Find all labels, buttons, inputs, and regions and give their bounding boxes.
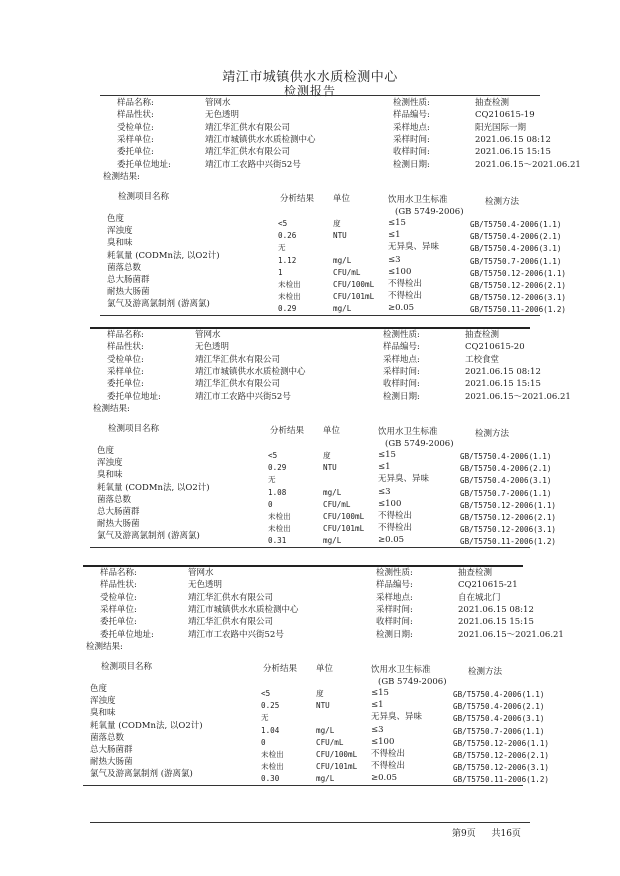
table-cell-standard: 不得检出 (388, 291, 423, 302)
field-value: 靖江华汇供水有限公司 (195, 379, 281, 390)
table-cell-unit: CFU/101mL (323, 524, 365, 534)
field-label: 检测日期: (383, 391, 420, 402)
table-cell-standard: ≤1 (378, 462, 391, 473)
table-cell-result: 未检出 (268, 524, 291, 534)
field-label: 检测日期: (376, 629, 413, 640)
field-value: 2021.06.15 15:15 (465, 379, 541, 390)
table-cell-item: 氯气及游离氯制剂 (游离氯) (90, 769, 193, 780)
field-value: 靖江华汇供水有限公司 (188, 592, 274, 603)
table-cell-result: 0 (268, 499, 273, 509)
field-value: 2021.06.15 15:15 (458, 617, 534, 628)
field-label: 收样时间: (383, 379, 420, 390)
page-number: 第9页 (452, 829, 476, 839)
table-cell-result: 0 (261, 737, 266, 747)
table-cell-standard: ≥0.05 (371, 773, 398, 784)
table-cell-unit: CFU/100mL (333, 280, 375, 289)
table-cell-result: <5 (268, 451, 278, 460)
table-cell-result: 0.29 (268, 463, 287, 473)
field-label: 样品编号: (393, 110, 430, 121)
field-label: 委托单位: (117, 147, 154, 158)
table-cell-item: 总大肠菌群 (107, 275, 150, 285)
table-cell-standard: 无异臭、异味 (371, 712, 423, 723)
col-header-standard: 饮用水卫生标准 (388, 195, 448, 205)
field-value: 2021.06.15 15:15 (475, 147, 551, 158)
table-cell-result: 未检出 (278, 280, 301, 289)
table-cell-method: GB/T5750.12-2006(3.1) (460, 525, 557, 535)
field-label: 采样地点: (393, 122, 430, 133)
table-cell-method: GB/T5750.7-2006(1.1) (460, 488, 552, 498)
field-label: 采样单位: (107, 366, 144, 377)
table-cell-result: 无 (261, 713, 269, 723)
field-label: 委托单位: (107, 379, 144, 390)
table-cell-method: GB/T5750.12-2006(1.1) (460, 500, 557, 510)
col-header-unit: 单位 (333, 194, 351, 204)
field-label: 采样时间: (376, 604, 413, 615)
table-cell-item: 菌落总数 (107, 262, 142, 273)
field-label: 样品性状: (100, 580, 137, 591)
table-cell-item: 耐热大肠菌 (90, 757, 133, 768)
field-value: 靖江华汇供水有限公司 (195, 354, 281, 365)
table-cell-result: <5 (261, 689, 271, 698)
col-header-item: 检测项目名称 (108, 424, 160, 434)
col-header-standard-sub: (GB 5749-2006) (395, 207, 464, 217)
field-value: 靖江市城镇供水水质检测中心 (205, 134, 316, 145)
col-header-standard-sub: (GB 5749-2006) (385, 439, 454, 449)
table-cell-method: GB/T5750.7-2006(1.1) (453, 726, 545, 736)
table-cell-standard: 不得检出 (378, 511, 413, 521)
table-cell-standard: ≤15 (378, 450, 396, 460)
table-cell-result: 未检出 (261, 750, 284, 759)
table-cell-method: GB/T5750.12-2006(3.1) (470, 293, 567, 303)
table-cell-item: 总大肠菌群 (97, 507, 140, 517)
field-label: 委托单位地址: (107, 391, 161, 402)
table-cell-method: GB/T5750.12-2006(1.1) (453, 738, 550, 748)
table-cell-item: 色度 (97, 446, 115, 456)
field-value: 管网水 (188, 568, 214, 578)
table-cell-standard: 不得检出 (371, 761, 406, 772)
table-cell-item: 耗氧量 (CODMn法, 以O2计) (107, 250, 220, 261)
field-value: CQ210615-20 (465, 342, 525, 353)
table-cell-item: 浑浊度 (107, 226, 133, 237)
field-label: 样品名称: (100, 568, 137, 578)
field-label: 样品编号: (376, 580, 413, 591)
table-cell-method: GB/T5750.4-2006(2.1) (470, 232, 562, 242)
field-value: 2021.06.15～2021.06.21 (465, 391, 571, 402)
table-cell-item: 浑浊度 (90, 696, 116, 707)
table-cell-standard: ≤100 (378, 498, 402, 509)
field-label: 收样时间: (393, 147, 430, 158)
field-value: 靖江市工农路中兴街52号 (188, 629, 284, 640)
page-total: 共16页 (491, 829, 521, 839)
table-cell-unit: mg/L (316, 725, 335, 735)
table-cell-unit: CFU/101mL (333, 292, 375, 302)
table-cell-item: 色度 (107, 214, 125, 224)
col-header-standard: 饮用水卫生标准 (378, 427, 438, 437)
table-cell-standard: 不得检出 (371, 749, 406, 759)
field-label: 采样单位: (100, 604, 137, 615)
report-title: 检测报告 (283, 84, 336, 98)
field-label: 采样时间: (393, 134, 430, 145)
table-cell-method: GB/T5750.4-2006(3.1) (460, 476, 552, 486)
table-bottom-line (83, 785, 523, 786)
table-cell-unit: 度 (333, 219, 341, 228)
results-label: 检测结果: (103, 171, 140, 182)
table-cell-item: 菌落总数 (90, 732, 125, 743)
field-value: 靖江市城镇供水水质检测中心 (195, 366, 306, 377)
section-divider (83, 565, 523, 567)
col-header-result: 分析结果 (270, 426, 305, 436)
field-label: 采样单位: (117, 134, 154, 145)
table-cell-method: GB/T5750.4-2006(2.1) (453, 702, 545, 712)
field-value: 2021.06.15～2021.06.21 (475, 159, 581, 170)
table-cell-item: 氯气及游离氯制剂 (游离氯) (107, 299, 210, 310)
table-cell-result: 未检出 (268, 512, 291, 521)
field-value: 靖江华汇供水有限公司 (205, 147, 291, 158)
field-value: 抽查检测 (465, 330, 500, 340)
table-cell-method: GB/T5750.12-2006(3.1) (453, 763, 550, 773)
field-label: 检测日期: (393, 159, 430, 170)
table-cell-standard: ≤15 (371, 688, 389, 698)
field-value: 自在城北门 (458, 592, 501, 603)
table-cell-unit: CFU/mL (323, 499, 351, 509)
table-cell-unit: CFU/100mL (323, 512, 365, 521)
col-header-method: 检测方法 (475, 429, 510, 439)
field-value: 阳光国际一期 (475, 122, 527, 133)
table-cell-result: 1.08 (268, 487, 287, 497)
footer-rule (90, 822, 530, 823)
field-label: 委托单位地址: (100, 629, 154, 640)
field-value: 无色透明 (195, 342, 230, 353)
table-cell-method: GB/T5750.12-2006(2.1) (470, 281, 567, 290)
table-cell-standard: 不得检出 (378, 523, 413, 534)
table-cell-standard: ≤100 (388, 266, 412, 277)
field-label: 检测性质: (383, 330, 420, 340)
field-label: 检测性质: (393, 98, 430, 108)
table-cell-result: 1.12 (278, 255, 297, 265)
col-header-standard-sub: (GB 5749-2006) (378, 677, 447, 687)
page-footer (452, 826, 521, 839)
field-label: 受检单位: (117, 122, 154, 133)
table-cell-method: GB/T5750.4-2006(2.1) (460, 464, 552, 474)
table-cell-standard: ≤100 (371, 736, 395, 747)
table-cell-result: 1 (278, 267, 283, 277)
table-cell-standard: ≤1 (388, 230, 401, 241)
table-cell-standard: ≤3 (378, 486, 391, 497)
field-value: 2021.06.15 08:12 (475, 134, 551, 145)
col-header-unit: 单位 (323, 426, 341, 436)
table-cell-result: 0.30 (261, 774, 280, 784)
table-cell-unit: mg/L (323, 536, 342, 546)
table-cell-item: 臭和味 (90, 708, 116, 719)
results-label: 检测结果: (93, 403, 130, 414)
table-cell-method: GB/T5750.11-2006(1.2) (470, 305, 567, 315)
table-cell-item: 色度 (90, 684, 108, 694)
table-cell-method: GB/T5750.4-2006(1.1) (453, 690, 545, 699)
field-label: 受检单位: (107, 354, 144, 365)
field-value: CQ210615-19 (475, 110, 535, 121)
field-label: 样品性状: (117, 110, 154, 121)
table-cell-item: 耐热大肠菌 (97, 519, 140, 530)
table-cell-unit: NTU (316, 701, 330, 711)
field-label: 采样地点: (383, 354, 420, 365)
table-cell-method: GB/T5750.7-2006(1.1) (470, 256, 562, 266)
table-cell-method: GB/T5750.11-2006(1.2) (460, 537, 557, 547)
table-cell-method: GB/T5750.4-2006(1.1) (460, 452, 552, 461)
table-cell-unit: NTU (323, 463, 337, 473)
table-cell-method: GB/T5750.11-2006(1.2) (453, 775, 550, 785)
field-value: 无色透明 (188, 580, 223, 591)
table-cell-result: 0.29 (278, 304, 297, 314)
table-cell-method: GB/T5750.4-2006(3.1) (470, 244, 562, 254)
table-cell-standard: ≥0.05 (378, 535, 405, 546)
field-value: 无色透明 (205, 110, 240, 121)
table-cell-standard: 无异臭、异味 (388, 242, 440, 253)
table-cell-method: GB/T5750.12-2006(2.1) (460, 513, 557, 522)
field-value: 靖江华汇供水有限公司 (205, 122, 291, 133)
table-cell-unit: CFU/mL (316, 737, 344, 747)
col-header-result: 分析结果 (280, 194, 315, 204)
table-cell-item: 耗氧量 (CODMn法, 以O2计) (90, 720, 203, 731)
table-cell-result: 0.26 (278, 231, 297, 241)
table-cell-item: 臭和味 (97, 470, 123, 481)
field-value: 靖江市工农路中兴街52号 (195, 391, 291, 402)
table-cell-standard: ≤15 (388, 218, 406, 228)
table-cell-item: 总大肠菌群 (90, 745, 133, 755)
field-label: 收样时间: (376, 617, 413, 628)
table-cell-unit: mg/L (316, 774, 335, 784)
table-bottom-line (90, 547, 530, 548)
field-value: 2021.06.15 08:12 (458, 604, 534, 615)
col-header-standard: 饮用水卫生标准 (371, 665, 431, 675)
field-label: 受检单位: (100, 592, 137, 603)
table-cell-standard: ≤3 (388, 254, 401, 265)
table-cell-unit: 度 (316, 689, 324, 698)
table-cell-item: 耐热大肠菌 (107, 287, 150, 298)
field-label: 样品性状: (107, 342, 144, 353)
table-cell-method: GB/T5750.4-2006(1.1) (470, 220, 562, 229)
table-cell-method: GB/T5750.12-2006(1.1) (470, 268, 567, 278)
col-header-unit: 单位 (316, 664, 334, 674)
table-cell-method: GB/T5750.4-2006(3.1) (453, 714, 545, 724)
org-title: 靖江市城镇供水水质检测中心 (222, 70, 398, 85)
table-cell-standard: ≤3 (371, 724, 384, 735)
col-header-item: 检测项目名称 (101, 662, 153, 672)
field-value: 抽查检测 (475, 98, 510, 108)
field-label: 样品编号: (383, 342, 420, 353)
field-value: 靖江市城镇供水水质检测中心 (188, 604, 299, 615)
table-cell-result: 未检出 (261, 762, 284, 772)
table-cell-item: 耗氧量 (CODMn法, 以O2计) (97, 482, 210, 493)
table-cell-result: 1.04 (261, 725, 280, 735)
field-value: 工校食堂 (465, 354, 500, 365)
field-value: 2021.06.15～2021.06.21 (458, 629, 564, 640)
field-label: 采样时间: (383, 366, 420, 377)
table-cell-item: 菌落总数 (97, 494, 132, 505)
table-cell-unit: CFU/101mL (316, 762, 358, 772)
table-bottom-line (100, 315, 540, 316)
table-cell-standard: ≥0.05 (388, 303, 415, 314)
table-cell-unit: mg/L (323, 487, 342, 497)
results-label: 检测结果: (86, 641, 123, 652)
table-cell-unit: mg/L (333, 304, 352, 314)
table-cell-item: 臭和味 (107, 238, 133, 249)
col-header-method: 检测方法 (468, 667, 503, 677)
col-header-result: 分析结果 (263, 664, 298, 674)
field-value: 靖江市工农路中兴街52号 (205, 159, 301, 170)
table-cell-result: 0.25 (261, 701, 280, 711)
table-cell-unit: CFU/100mL (316, 750, 358, 759)
col-header-method: 检测方法 (485, 197, 520, 207)
field-value: CQ210615-21 (458, 580, 518, 591)
field-value: 管网水 (195, 330, 221, 340)
field-label: 委托单位地址: (117, 159, 171, 170)
field-label: 检测性质: (376, 568, 413, 578)
table-cell-result: <5 (278, 219, 288, 228)
table-cell-unit: mg/L (333, 255, 352, 265)
table-cell-result: 未检出 (278, 292, 301, 302)
section-divider (100, 95, 540, 96)
table-cell-item: 氯气及游离氯制剂 (游离氯) (97, 531, 200, 542)
table-cell-method: GB/T5750.12-2006(2.1) (453, 751, 550, 760)
field-label: 样品名称: (107, 330, 144, 340)
field-value: 靖江华汇供水有限公司 (188, 617, 274, 628)
field-label: 委托单位: (100, 617, 137, 628)
table-cell-standard: ≤1 (371, 700, 384, 711)
table-cell-standard: 不得检出 (388, 279, 423, 289)
table-cell-result: 0.31 (268, 536, 287, 546)
field-value: 抽查检测 (458, 568, 493, 578)
col-header-item: 检测项目名称 (118, 192, 170, 202)
table-cell-unit: NTU (333, 231, 347, 241)
table-cell-unit: CFU/mL (333, 267, 361, 277)
table-cell-unit: 度 (323, 451, 331, 460)
field-label: 样品名称: (117, 98, 154, 108)
field-value: 2021.06.15 08:12 (465, 366, 541, 377)
section-divider (90, 327, 530, 329)
table-cell-result: 无 (268, 475, 276, 485)
table-cell-standard: 无异臭、异味 (378, 474, 430, 485)
field-label: 采样地点: (376, 592, 413, 603)
field-value: 管网水 (205, 98, 231, 108)
table-cell-item: 浑浊度 (97, 458, 123, 469)
table-cell-result: 无 (278, 243, 286, 253)
